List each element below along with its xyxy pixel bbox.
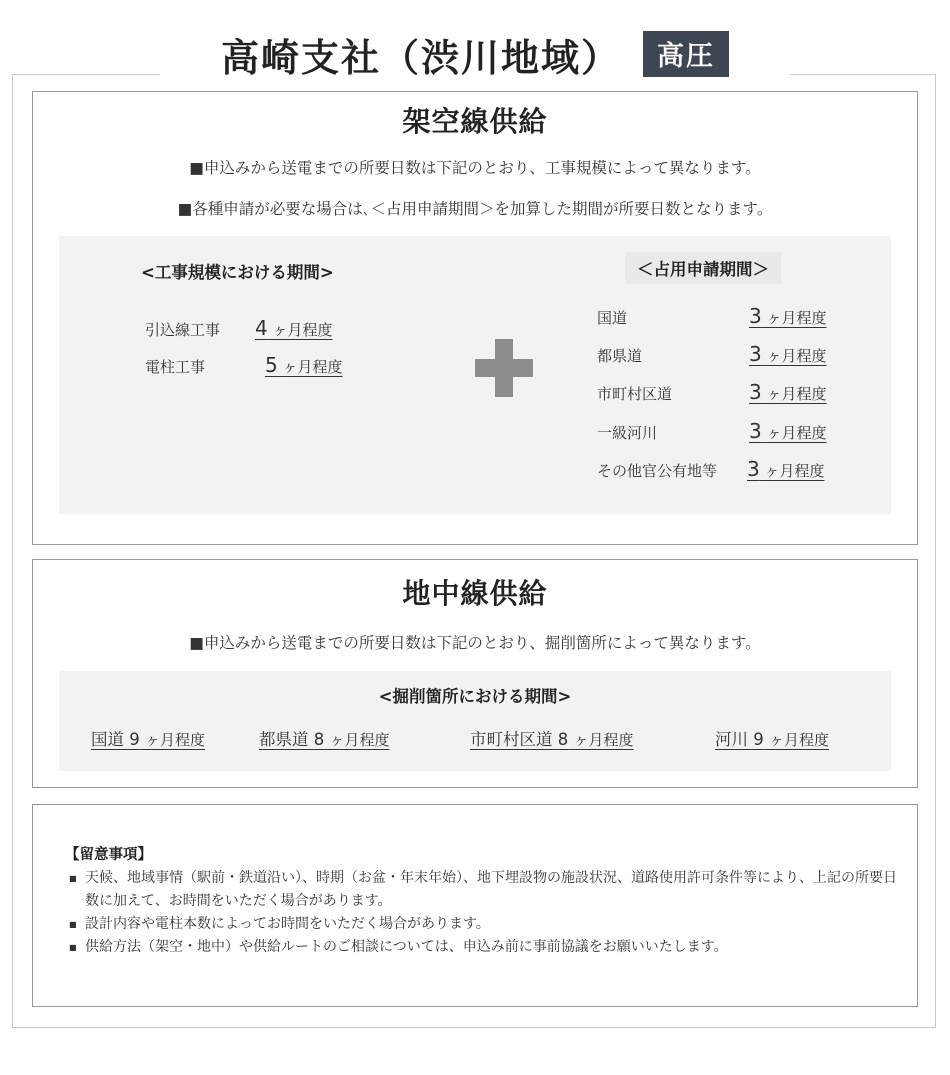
period-value: 3: [749, 380, 762, 404]
period-label: 一級河川: [597, 424, 658, 442]
period-unit: ヶ月程度: [145, 731, 206, 749]
underground-supply-section: [32, 559, 918, 788]
underground-periods-panel: [59, 671, 891, 771]
period-unit: ヶ月程度: [766, 309, 827, 327]
period-unit: ヶ月程度: [764, 462, 825, 480]
excavation-period-row: [715, 726, 829, 750]
period-unit: ヶ月程度: [766, 347, 827, 365]
occupancy-period-row: [597, 419, 827, 443]
construction-period-row: [145, 353, 343, 377]
plus-icon: [475, 339, 533, 397]
page-header: [160, 22, 790, 86]
note-item: ■ 供給方法（架空・地中）や供給ルートのご相談については、申込み前に事前協議をお願いいたします。: [69, 936, 899, 959]
notes-title: 【留意事項】: [65, 847, 152, 863]
page-title: 高崎支社（渋川地域）: [220, 35, 621, 80]
period-label: 都県道: [597, 347, 643, 365]
underground-supply-title: 地中線供給: [402, 577, 548, 610]
period-label: 都県道: [259, 730, 309, 749]
period-value: 8: [557, 730, 569, 749]
overhead-periods-panel: [59, 236, 891, 514]
overhead-bullet-1: ■申込みから送電までの所要日数は下記のとおり、工事規模によって異なります。: [189, 159, 761, 177]
occupancy-period-row: [597, 380, 827, 404]
overhead-supply-section: [32, 91, 918, 545]
construction-period-row: [145, 316, 333, 340]
period-value: 9: [753, 730, 764, 749]
period-value: 3: [749, 304, 762, 328]
period-unit: ヶ月程度: [272, 321, 333, 339]
period-value: 3: [749, 342, 762, 366]
period-label: 電柱工事: [145, 358, 206, 376]
excavation-period-row: [470, 726, 634, 750]
period-label: その他官公有地等: [597, 462, 718, 480]
occupancy-period-row: [597, 304, 827, 328]
plus-icon-vertical: [495, 339, 513, 397]
period-label: 市町村区道: [470, 730, 553, 749]
high-voltage-badge: 高圧: [643, 31, 729, 77]
period-unit: ヶ月程度: [282, 358, 343, 376]
construction-period-heading: <工事規模における期間>: [141, 263, 334, 282]
excavation-period-row: [259, 726, 390, 750]
underground-bullet: ■申込みから送電までの所要日数は下記のとおり、掘削箇所によって異なります。: [189, 634, 761, 652]
excavation-period-heading: <掘削箇所における期間>: [378, 687, 572, 706]
overhead-bullet-2: ■各種申請が必要な場合は､＜占用申請期間＞を加算した期間が所要日数となります。: [177, 200, 773, 218]
period-label: 国道: [597, 309, 628, 327]
notes-section: [32, 804, 918, 1007]
period-value: 3: [749, 419, 762, 443]
notes-list: [69, 867, 899, 959]
period-label: 市町村区道: [597, 385, 673, 403]
period-unit: ヶ月程度: [329, 731, 390, 749]
occupancy-period-heading: ＜占用申請期間＞: [625, 252, 781, 284]
excavation-period-row: [91, 726, 205, 750]
period-unit: ヶ月程度: [769, 731, 830, 749]
occupancy-period-row: [597, 342, 827, 366]
period-unit: ヶ月程度: [766, 424, 827, 442]
note-item: ■ 設計内容や電柱本数によってお時間をいただく場合があります。: [69, 913, 899, 936]
period-value: 9: [129, 730, 140, 749]
period-label: 国道: [91, 730, 124, 749]
occupancy-period-row: [597, 457, 825, 481]
period-label: 引込線工事: [145, 321, 221, 339]
period-unit: ヶ月程度: [766, 385, 827, 403]
period-label: 河川: [715, 730, 748, 749]
note-item: ■ 天候、地域事情（駅前・鉄道沿い）、時期（お盆・年末年始）、地下埋設物の施設状況、道路使用許可条件等により、上記の所要日数に加えて、お時間をいただく場合があります。: [69, 867, 899, 913]
period-value: 5: [265, 353, 278, 377]
period-unit: ヶ月程度: [573, 731, 634, 749]
period-value: 3: [747, 457, 760, 481]
overhead-supply-title: 架空線供給: [402, 105, 548, 138]
period-value: 4: [255, 316, 268, 340]
period-value: 8: [313, 730, 325, 749]
